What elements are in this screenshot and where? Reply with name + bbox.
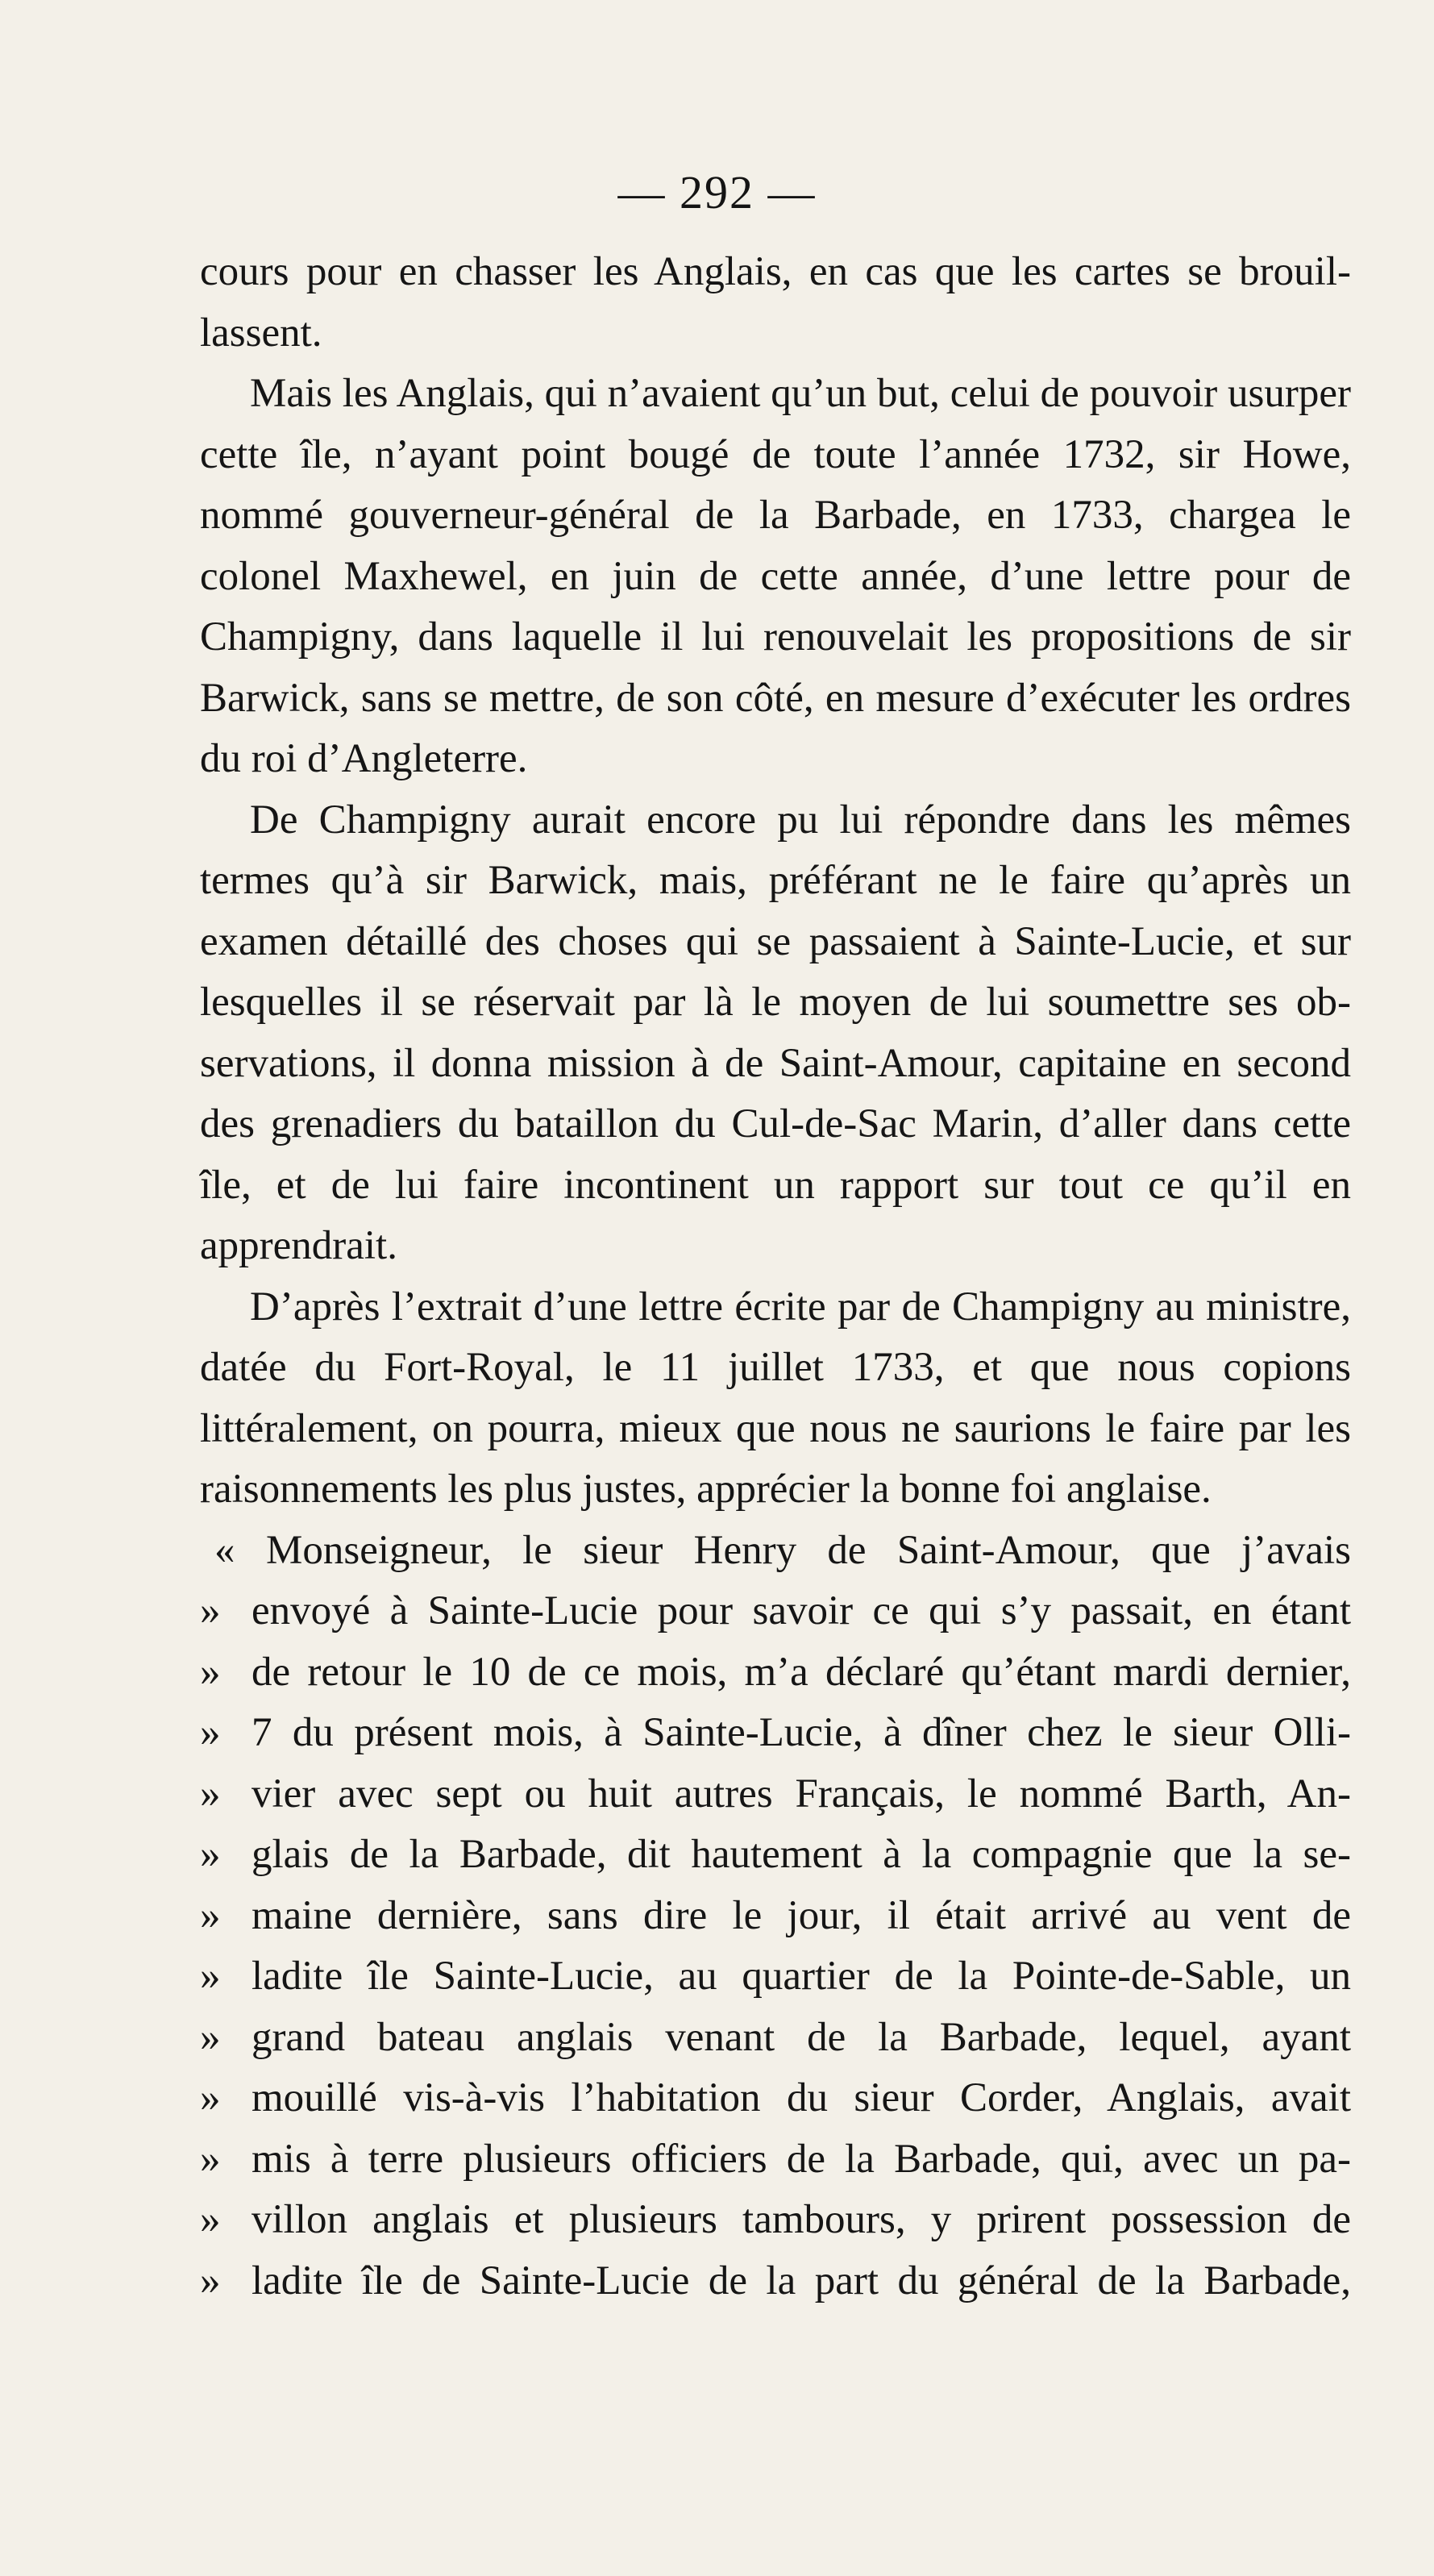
continuation-quote-mark: » xyxy=(200,1771,221,1817)
continuation-quote-mark: » xyxy=(200,2075,221,2120)
quote-line xyxy=(200,1825,1351,1886)
continuation-quote-mark: » xyxy=(200,1954,221,1999)
quote-line xyxy=(200,2190,1351,2251)
continuation-quote-mark: » xyxy=(200,2014,221,2060)
continuation-quote-mark: » xyxy=(200,2136,221,2182)
quote-line-text: envoyé à Sainte-Lucie pour savoir ce qui s’y passait, en étant xyxy=(251,1588,1351,1633)
quote-line xyxy=(200,1642,1351,1704)
quote-line-text: grand bateau anglais venant de la Barbade, lequel, ayant xyxy=(251,2014,1351,2060)
quote-line xyxy=(200,2251,1351,2312)
quote-line-text: Monseigneur, le sieur Henry de Saint-Amour, que j’avais xyxy=(266,1527,1351,1573)
quote-line xyxy=(200,2129,1351,2191)
continuation-quote-mark: » xyxy=(200,2258,221,2303)
continuation-quote-mark: » xyxy=(200,1710,221,1755)
continuation-quote-mark: » xyxy=(200,1832,221,1877)
continuation-quote-mark: » xyxy=(200,1588,221,1633)
quote-line-text: ladite île Sainte-Lucie, au quartier de la Pointe-de-Sable, un xyxy=(251,1954,1351,1999)
continuation-quote-mark: » xyxy=(200,1892,221,1938)
quote-line-text: glais de la Barbade, dit hautement à la compagnie que la se- xyxy=(251,1832,1351,1877)
page-number: — 292 — xyxy=(617,166,817,218)
quote-line xyxy=(200,1946,1351,2008)
quote-line xyxy=(200,2008,1351,2069)
quote-line xyxy=(200,2068,1351,2129)
paragraph: Mais les Anglais, qui n’avaient qu’un but, celui de pouvoir usurper cette île, n’ayant point bougé de toute l’année 1732, sir Howe, nommé gouverneur-général de la Barbade, en 1733, chargea le colonel Maxhewel, en juin de cette année, d’une lettre pour de Champigny, dans laquelle il lui renouvelait les propositions de sir Barwick, sans se mettre, de son côté, en mesure d’exécuter les ordres du roi d’Angleterre. xyxy=(200,371,1351,781)
quote-line-text: villon anglais et plusieurs tambours, y prirent possession de xyxy=(251,2197,1351,2242)
quote-line-text: mouillé vis-à-vis l’habitation du sieur Corder, Anglais, avait xyxy=(251,2075,1351,2120)
quote-line xyxy=(200,1521,1351,1582)
quote-line-text: ladite île de Sainte-Lucie de la part du général de la Barbade, xyxy=(251,2258,1351,2303)
opening-quote-mark: « xyxy=(214,1527,235,1573)
quote-line-text: 7 du présent mois, à Sainte-Lucie, à dîner chez le sieur Olli- xyxy=(251,1710,1351,1755)
quoted-letter xyxy=(200,1521,1351,2312)
quote-line xyxy=(200,1703,1351,1764)
paragraph-continuation: cours pour en chasser les Anglais, en cas que les cartes se brouillassent. xyxy=(200,249,1351,356)
quote-line-text: mis à terre plusieurs officiers de la Barbade, qui, avec un pa- xyxy=(251,2136,1351,2182)
continuation-quote-mark: » xyxy=(200,2197,221,2242)
paragraph: D’après l’extrait d’une lettre écrite par de Champigny au ministre, datée du Fort-Royal, le 11 juillet 1733, et que nous copions littéralement, on pourra, mieux que nous ne saurions le faire par les raisonnements les plus justes, apprécier la bonne foi anglaise. xyxy=(200,1284,1351,1512)
body-text xyxy=(200,242,1351,2312)
quote-line xyxy=(200,1764,1351,1825)
quote-line xyxy=(200,1581,1351,1642)
quote-line-text: vier avec sept ou huit autres Français, le nommé Barth, An- xyxy=(251,1771,1351,1817)
quote-line-text: de retour le 10 de ce mois, m’a déclaré qu’étant mardi dernier, xyxy=(251,1649,1351,1695)
paragraph: De Champigny aurait encore pu lui répondre dans les mêmes termes qu’à sir Barwick, mais, préférant ne le faire qu’après un examen détaillé des choses qui se passaient à Sainte-Lucie, et sur lesquelles il se réservait par là le moyen de lui soumettre ses observations, il donna mission à de Saint-Amour, capitaine en second des grenadiers du bataillon du Cul-de-Sac Marin, d’aller dans cette île, et de lui faire incontinent un rapport sur tout ce qu’il en apprendrait. xyxy=(200,797,1351,1268)
quote-line xyxy=(200,1886,1351,1947)
continuation-quote-mark: » xyxy=(200,1649,221,1695)
quote-line-text: maine dernière, sans dire le jour, il était arrivé au vent de xyxy=(251,1892,1351,1938)
